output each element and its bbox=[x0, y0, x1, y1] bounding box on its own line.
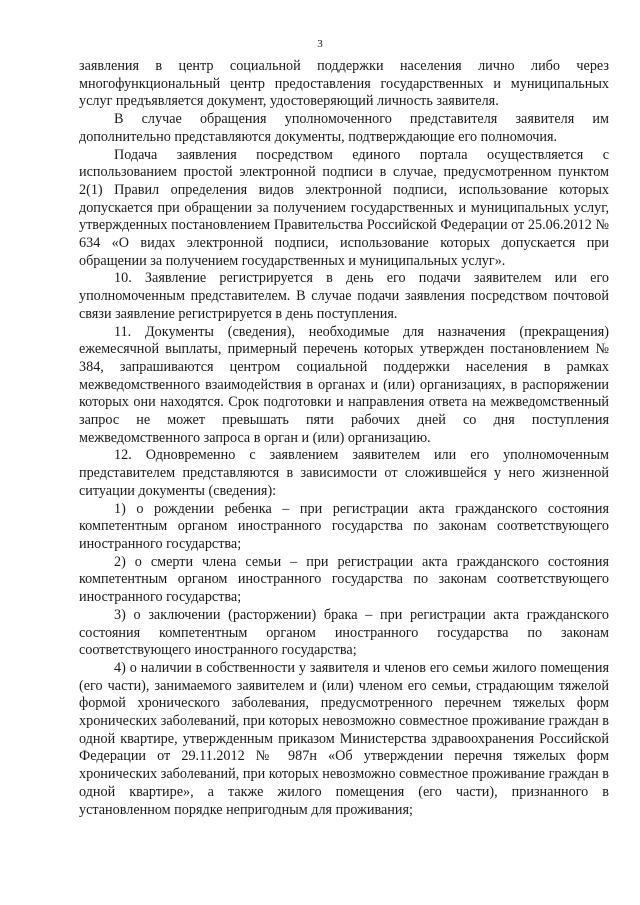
paragraph-electronic-signature: Подача заявления посредством единого портала осуществляется с использованием простой электронной подписи в случае, предусмотренном пунктом 2(1) Правил определения видов электронной подписи, использование которых допускается при обращении за получением государственных и муниципальных услуг, утвержденных постановлением Правительства Российской Федерации от 25.06.2012 № 634 «О видах электронной подписи, использование которых допускается при обращении за получением государственных и муниципальных услуг». bbox=[79, 146, 609, 269]
paragraph-subitem-2: 2) о смерти члена семьи – при регистрации акта гражданского состояния компетентным органом иностранного государства по законам соответствующего иностранного государства; bbox=[79, 553, 609, 606]
paragraph-item-10: 10. Заявление регистрируется в день его подачи заявителем или его уполномоченным представителем. В случае подачи заявления посредством почтовой связи заявление регистрируется в день поступления. bbox=[79, 270, 609, 322]
paragraph-subitem-4: 4) о наличии в собственности у заявителя и членов его семьи жилого помещения (его части), занимаемого заявителем и (или) членом его семьи, страдающим тяжелой формой хронического заболевания, предусмотренного перечнем тяжелых форм хронических заболеваний, при которых невозможно совместное проживание граждан в одной квартире, утвержденным приказом Министерства здравоохранения Российской Федерации от 29.11.2012 № 987н «Об утверждении перечня тяжелых форм хронических заболеваний, при которых невозможно совместное проживание граждан в одной квартире», а также жилого помещения (его части), признанного в установленном порядке непригодным для проживания; bbox=[79, 659, 609, 818]
paragraph-subitem-1: 1) о рождении ребенка – при регистрации акта гражданского состояния компетентным органом иностранного государства по законам соответствующего иностранного государства; bbox=[79, 500, 609, 552]
paragraph-item-11: 11. Документы (сведения), необходимые для назначения (прекращения) ежемесячной выплаты, примерный перечень которых утвержден постановлением № 384, запрашиваются центром социальной поддержки населения в рамках межведомственного взаимодействия в органах и (или) организациях, в распоряжении которых они находятся. Срок подготовки и направления ответа на межведомственный запрос не может превышать пяти рабочих дней со дня поступления межведомственного запроса в орган и (или) организацию. bbox=[79, 323, 609, 446]
paragraph-representative-documents: В случае обращения уполномоченного представителя заявителя им дополнительно представляются документы, подтверждающие его полномочия. bbox=[79, 111, 609, 145]
paragraph-item-12: 12. Одновременно с заявлением заявителем или его уполномоченным представителем представляются в зависимости от сложившейся у него жизненной ситуации документы (сведения): bbox=[79, 447, 609, 499]
paragraph-subitem-3: 3) о заключении (расторжении) брака – при регистрации акта гражданского состояния компетентным органом иностранного государства по законам соответствующего иностранного государства; bbox=[79, 606, 609, 659]
paragraph-continuation: заявления в центр социальной поддержки населения лично либо через многофункциональный центр предоставления государственных и муниципальных услуг предъявляется документ, удостоверяющий личность заявителя. bbox=[79, 58, 609, 110]
page-number: 3 bbox=[317, 38, 323, 50]
document-body bbox=[79, 58, 609, 819]
